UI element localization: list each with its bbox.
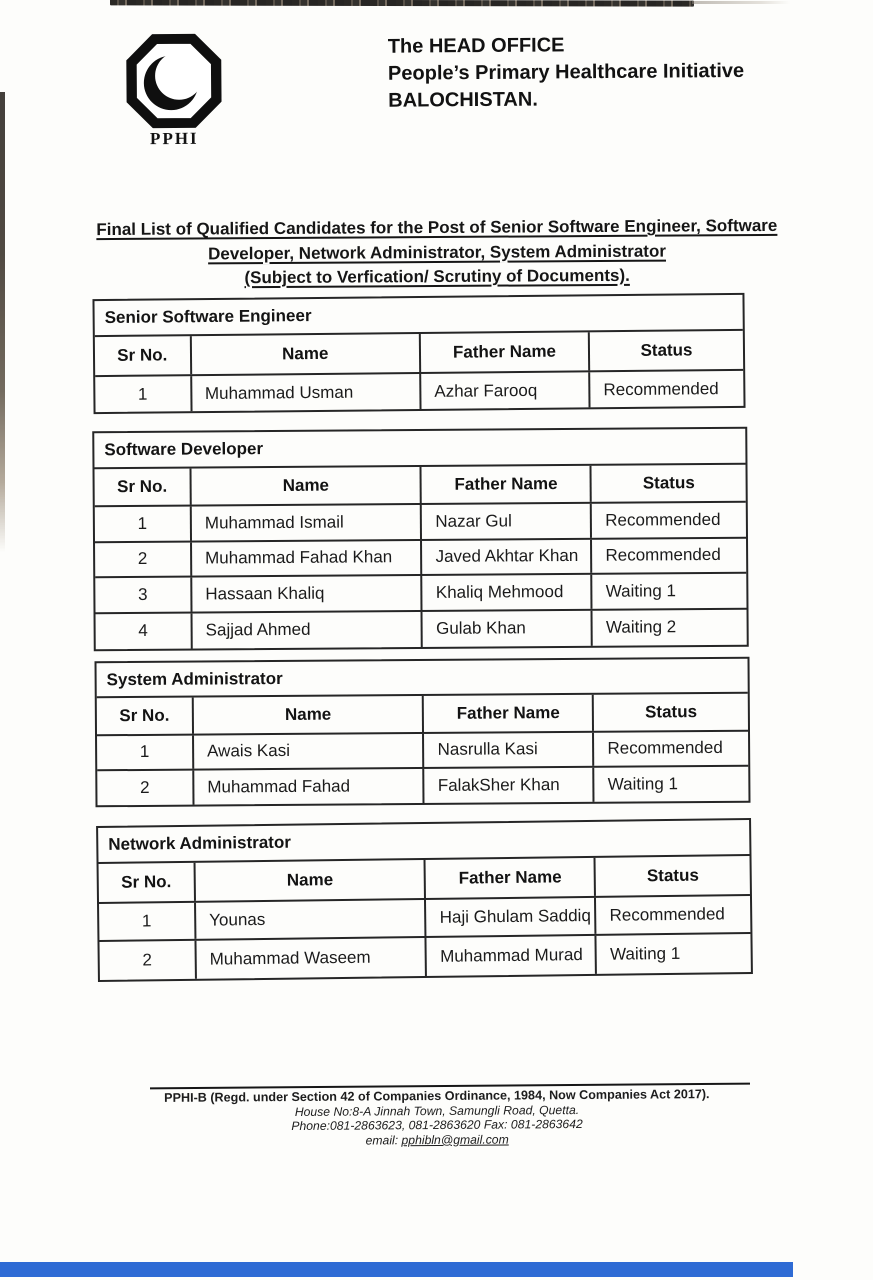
col-header-father-name: Father Name: [422, 466, 592, 503]
cell-name: Younas: [196, 900, 427, 939]
cell-sr-no: 1: [95, 376, 192, 412]
col-header-name: Name: [191, 334, 421, 374]
cell-status: Waiting 1: [605, 580, 677, 601]
cell-status: Recommended: [605, 509, 721, 530]
cell-status: Waiting 1: [607, 773, 679, 794]
table-title: Senior Software Engineer: [94, 295, 742, 337]
table-system-administrator: [94, 657, 750, 808]
col-header-status: Status: [644, 702, 698, 722]
cell-name: Muhammad Fahad: [194, 768, 425, 804]
col-header-name: Name: [196, 860, 427, 901]
table-software-developer: [92, 427, 749, 652]
cell-father-name: Javed Akhtar Khan: [422, 539, 592, 574]
col-header-father-name: Father Name: [424, 695, 594, 732]
table-header-row: [95, 465, 746, 508]
cell-sr-no: 4: [96, 613, 193, 649]
email-label: email:: [365, 1133, 402, 1148]
cell-sr-no: 2: [99, 941, 196, 980]
cell-name: Sajjad Ahmed: [192, 611, 423, 648]
cell-status: Recommended: [607, 738, 723, 758]
col-header-status: Status: [642, 473, 695, 493]
cell-status: Recommended: [609, 904, 725, 925]
cell-sr-no: 1: [97, 736, 194, 769]
col-header-sr-no: Sr No.: [95, 469, 192, 506]
table-row: [97, 732, 748, 771]
cell-name: Hassaan Khaliq: [192, 576, 423, 611]
table-header-row: [97, 694, 748, 737]
table-row: [99, 934, 750, 980]
col-header-status: Status: [646, 865, 699, 886]
cell-father-name: Nasrulla Kasi: [424, 733, 594, 767]
cell-name: Muhammad Fahad Khan: [192, 540, 423, 575]
table-title: Network Administrator: [98, 820, 749, 864]
table-row: [95, 503, 746, 543]
document-title: [50, 214, 824, 292]
table-title: System Administrator: [97, 659, 748, 699]
col-header-father-name: Father Name: [421, 332, 590, 372]
table-row: [95, 371, 743, 412]
col-header-sr-no: Sr No.: [97, 698, 194, 735]
scan-edge-artifact-top-faint: [692, 1, 790, 4]
scan-edge-artifact-left: [0, 92, 5, 552]
col-header-father-name: Father Name: [426, 858, 596, 898]
cell-father-name: Khaliq Mehmood: [423, 575, 593, 610]
cell-status: Recommended: [605, 545, 721, 565]
scan-artifact-bottom-blue-bar: [0, 1262, 793, 1277]
cell-name: Muhammad Ismail: [192, 505, 423, 540]
title-line-1: Final List of Qualified Candidates for the Post of Senior Software Engineer, Software: [96, 215, 778, 240]
title-line-2: Developer, Network Administrator, System Administrator: [208, 241, 666, 263]
cell-sr-no: 3: [95, 578, 192, 612]
cell-sr-no: 2: [95, 542, 192, 576]
org-line-head-office: The HEAD OFFICE: [387, 34, 565, 58]
col-header-name: Name: [191, 467, 422, 505]
scan-edge-artifact-top: [110, 0, 694, 7]
table-senior-software-engineer: [92, 293, 745, 414]
cell-father-name: Muhammad Murad: [427, 936, 597, 976]
col-header-name: Name: [194, 696, 425, 734]
footer-phone-fax-line: Phone:081-2863623, 081-2863620 Fax: 081-2863642: [291, 1117, 583, 1134]
footer-registration-line: PPHI-B (Regd. under Section 42 of Companies Ordinance, 1984, Now Companies Act 2017).: [164, 1087, 710, 1105]
logo-text: PPHI: [149, 128, 199, 149]
footer-email-line: [127, 1131, 747, 1150]
footer-address-line: House No:8-A Jinnah Town, Samungli Road, Quetta.: [294, 1103, 580, 1119]
cell-status: Recommended: [603, 378, 719, 399]
octagon-crescent-logo-icon: [126, 34, 223, 129]
cell-sr-no: 1: [99, 903, 196, 940]
cell-status: Waiting 1: [609, 943, 681, 964]
table-row: [97, 766, 748, 805]
pphi-logo: [122, 34, 227, 150]
footer: [127, 1087, 747, 1150]
col-header-status: Status: [640, 340, 693, 360]
cell-father-name: Haji Ghulam Saddiq: [426, 898, 596, 936]
org-line-province: BALOCHISTAN.: [388, 88, 538, 112]
cell-father-name: Nazar Gul: [422, 504, 592, 539]
table-title: Software Developer: [94, 429, 745, 470]
table-header-row: [95, 331, 743, 377]
email-address: pphibln@gmail.com: [401, 1132, 509, 1148]
table-row: [95, 538, 746, 578]
cell-status: Waiting 2: [605, 617, 677, 637]
table-row: [95, 574, 746, 614]
organization-header: [388, 30, 829, 114]
table-row: [96, 609, 747, 649]
cell-father-name: Azhar Farooq: [421, 372, 590, 409]
cell-father-name: Gulab Khan: [423, 610, 593, 647]
table-network-administrator: [96, 818, 753, 982]
org-line-name: People’s Primary Healthcare Initiative: [387, 59, 745, 85]
cell-name: Awais Kasi: [194, 734, 425, 768]
col-header-sr-no: Sr No.: [95, 336, 192, 375]
title-line-3: (Subject to Verfication/ Scrutiny of Documents).: [244, 265, 630, 288]
col-header-sr-no: Sr No.: [99, 863, 196, 902]
cell-sr-no: 1: [95, 507, 192, 541]
cell-name: Muhammad Waseem: [196, 938, 427, 979]
cell-father-name: FalakSher Khan: [425, 767, 595, 803]
cell-name: Muhammad Usman: [192, 374, 422, 411]
cell-sr-no: 2: [97, 770, 194, 805]
